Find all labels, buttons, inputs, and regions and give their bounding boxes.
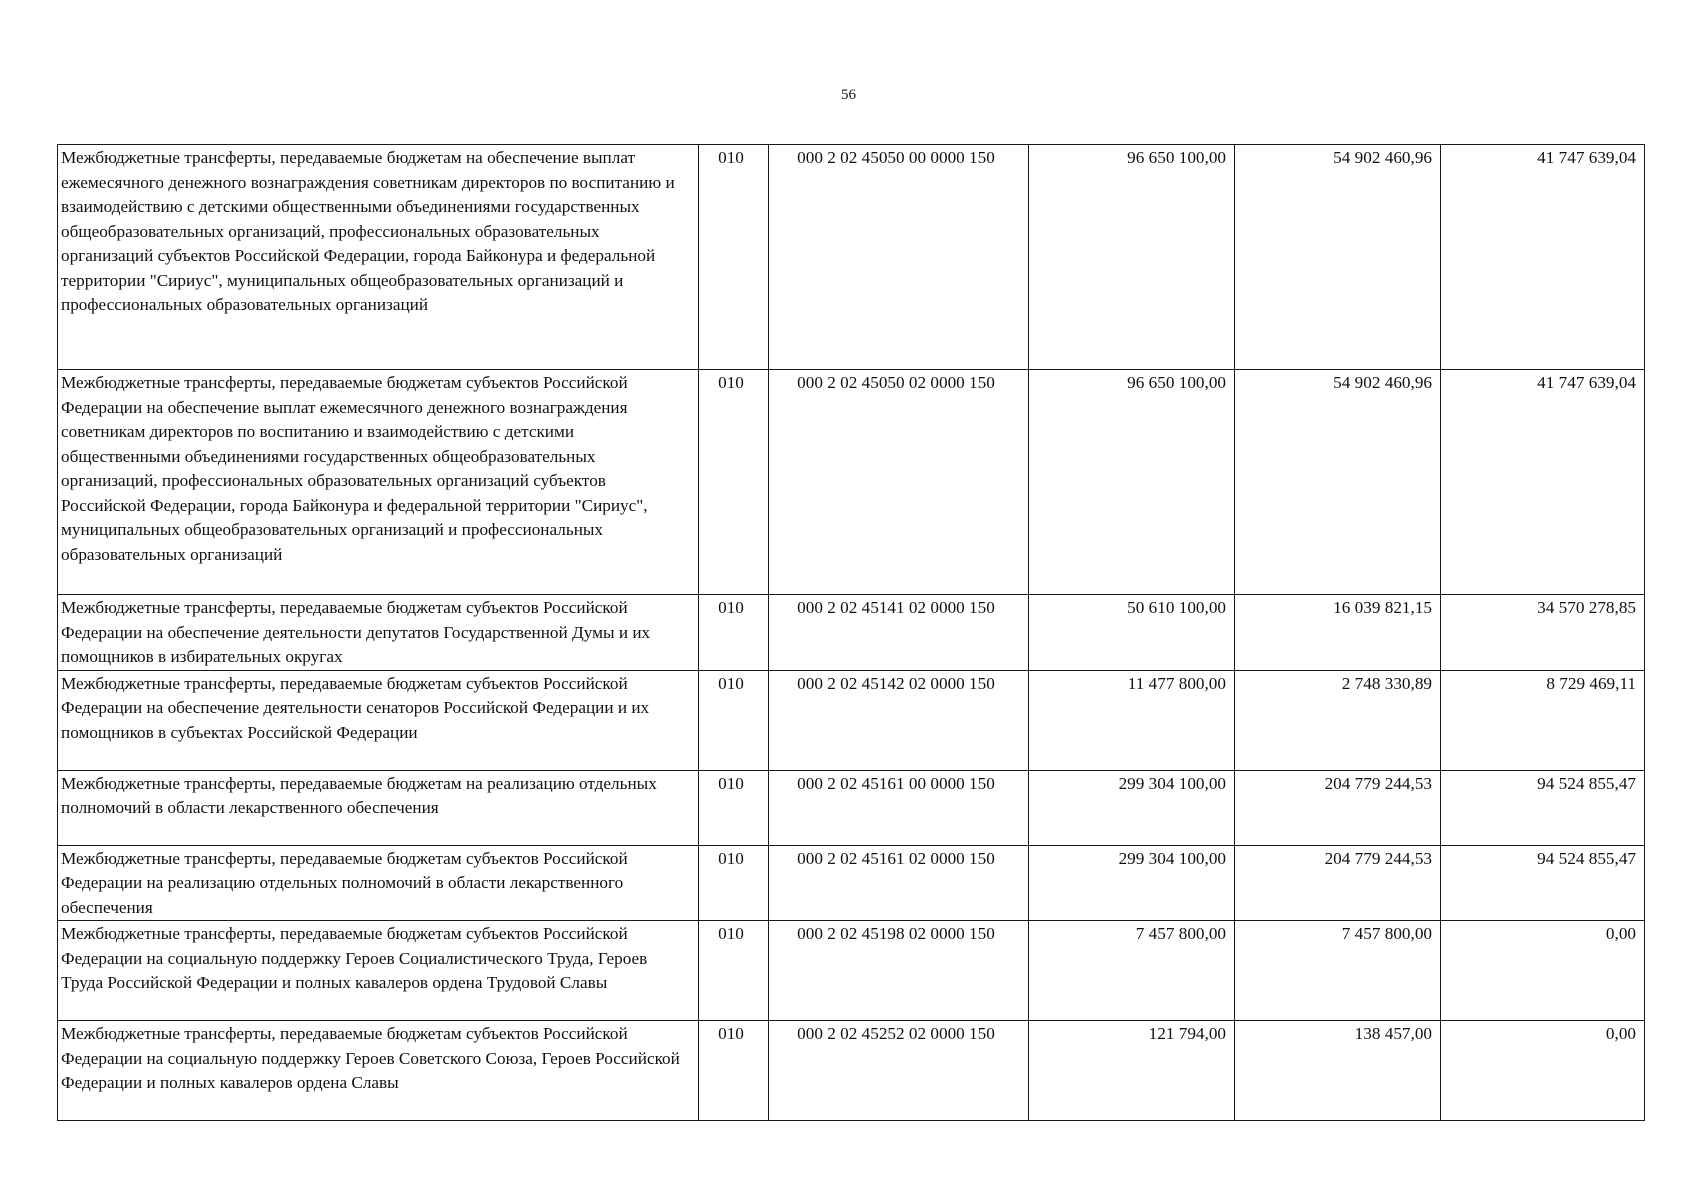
row-name-cell: Межбюджетные трансферты, передаваемые бюджетам субъектов Российской Федерации на социальную поддержку Героев Социалистического Труда, Героев Труда Российской Федерации и полных кавалеров ордена Трудовой Славы bbox=[58, 921, 699, 1021]
approved-amount-cell: 299 304 100,00 bbox=[1029, 845, 1235, 921]
unexecuted-amount-cell: 41 747 639,04 bbox=[1441, 145, 1645, 370]
line-code-cell: 010 bbox=[699, 845, 769, 921]
budget-code-cell: 000 2 02 45050 02 0000 150 bbox=[769, 370, 1029, 595]
unexecuted-amount-cell: 8 729 469,11 bbox=[1441, 670, 1645, 770]
row-name-cell: Межбюджетные трансферты, передаваемые бюджетам субъектов Российской Федерации на обеспечение деятельности сенаторов Российской Федерации и их помощников в субъектах Российской Федерации bbox=[58, 670, 699, 770]
budget-code-cell: 000 2 02 45252 02 0000 150 bbox=[769, 1021, 1029, 1121]
approved-amount-cell: 50 610 100,00 bbox=[1029, 595, 1235, 671]
unexecuted-amount-cell: 0,00 bbox=[1441, 921, 1645, 1021]
approved-amount-cell: 11 477 800,00 bbox=[1029, 670, 1235, 770]
budget-execution-table bbox=[57, 144, 1645, 1121]
row-name-cell: Межбюджетные трансферты, передаваемые бюджетам на реализацию отдельных полномочий в области лекарственного обеспечения bbox=[58, 770, 699, 845]
page-number: 56 bbox=[841, 87, 856, 103]
approved-amount-cell: 96 650 100,00 bbox=[1029, 370, 1235, 595]
approved-amount-cell: 121 794,00 bbox=[1029, 1021, 1235, 1121]
line-code-cell: 010 bbox=[699, 921, 769, 1021]
line-code-cell: 010 bbox=[699, 1021, 769, 1121]
line-code-cell: 010 bbox=[699, 370, 769, 595]
approved-amount-cell: 96 650 100,00 bbox=[1029, 145, 1235, 370]
approved-amount-cell: 7 457 800,00 bbox=[1029, 921, 1235, 1021]
budget-code-cell: 000 2 02 45142 02 0000 150 bbox=[769, 670, 1029, 770]
budget-code-cell: 000 2 02 45161 02 0000 150 bbox=[769, 845, 1029, 921]
budget-code-cell: 000 2 02 45198 02 0000 150 bbox=[769, 921, 1029, 1021]
table-row bbox=[58, 595, 1645, 671]
unexecuted-amount-cell: 41 747 639,04 bbox=[1441, 370, 1645, 595]
row-name-cell: Межбюджетные трансферты, передаваемые бюджетам субъектов Российской Федерации на реализацию отдельных полномочий в области лекарственного обеспечения bbox=[58, 845, 699, 921]
budget-code-cell: 000 2 02 45050 00 0000 150 bbox=[769, 145, 1029, 370]
budget-code-cell: 000 2 02 45141 02 0000 150 bbox=[769, 595, 1029, 671]
row-name-cell: Межбюджетные трансферты, передаваемые бюджетам субъектов Российской Федерации на социальную поддержку Героев Советского Союза, Героев Российской Федерации и полных кавалеров ордена Славы bbox=[58, 1021, 699, 1121]
executed-amount-cell: 16 039 821,15 bbox=[1235, 595, 1441, 671]
executed-amount-cell: 138 457,00 bbox=[1235, 1021, 1441, 1121]
executed-amount-cell: 204 779 244,53 bbox=[1235, 770, 1441, 845]
line-code-cell: 010 bbox=[699, 145, 769, 370]
table-row bbox=[58, 1021, 1645, 1121]
executed-amount-cell: 54 902 460,96 bbox=[1235, 145, 1441, 370]
row-name-cell: Межбюджетные трансферты, передаваемые бюджетам субъектов Российской Федерации на обеспечение выплат ежемесячного денежного вознаграждения советникам директоров по воспитанию и взаимодействию с детскими общественными объединениями государственных общеобразовательных организаций, профессиональных образовательных организаций субъектов Российской Федерации, города Байконура и федеральной территории "Сириус", муниципальных общеобразовательных организаций и профессиональных образовательных организаций bbox=[58, 370, 699, 595]
unexecuted-amount-cell: 94 524 855,47 bbox=[1441, 770, 1645, 845]
executed-amount-cell: 54 902 460,96 bbox=[1235, 370, 1441, 595]
unexecuted-amount-cell: 34 570 278,85 bbox=[1441, 595, 1645, 671]
table-row bbox=[58, 770, 1645, 845]
table-row bbox=[58, 921, 1645, 1021]
executed-amount-cell: 2 748 330,89 bbox=[1235, 670, 1441, 770]
row-name-cell: Межбюджетные трансферты, передаваемые бюджетам на обеспечение выплат ежемесячного денежного вознаграждения советникам директоров по воспитанию и взаимодействию с детскими общественными объединениями государственных общеобразовательных организаций, профессиональных образовательных организаций субъектов Российской Федерации, города Байконура и федеральной территории "Сириус", муниципальных общеобразовательных организаций и профессиональных образовательных организаций bbox=[58, 145, 699, 370]
table-row bbox=[58, 145, 1645, 370]
table-row bbox=[58, 845, 1645, 921]
table-row bbox=[58, 670, 1645, 770]
line-code-cell: 010 bbox=[699, 770, 769, 845]
unexecuted-amount-cell: 94 524 855,47 bbox=[1441, 845, 1645, 921]
line-code-cell: 010 bbox=[699, 670, 769, 770]
executed-amount-cell: 204 779 244,53 bbox=[1235, 845, 1441, 921]
row-name-cell: Межбюджетные трансферты, передаваемые бюджетам субъектов Российской Федерации на обеспечение деятельности депутатов Государственной Думы и их помощников в избирательных округах bbox=[58, 595, 699, 671]
approved-amount-cell: 299 304 100,00 bbox=[1029, 770, 1235, 845]
table-row bbox=[58, 370, 1645, 595]
executed-amount-cell: 7 457 800,00 bbox=[1235, 921, 1441, 1021]
line-code-cell: 010 bbox=[699, 595, 769, 671]
budget-code-cell: 000 2 02 45161 00 0000 150 bbox=[769, 770, 1029, 845]
unexecuted-amount-cell: 0,00 bbox=[1441, 1021, 1645, 1121]
